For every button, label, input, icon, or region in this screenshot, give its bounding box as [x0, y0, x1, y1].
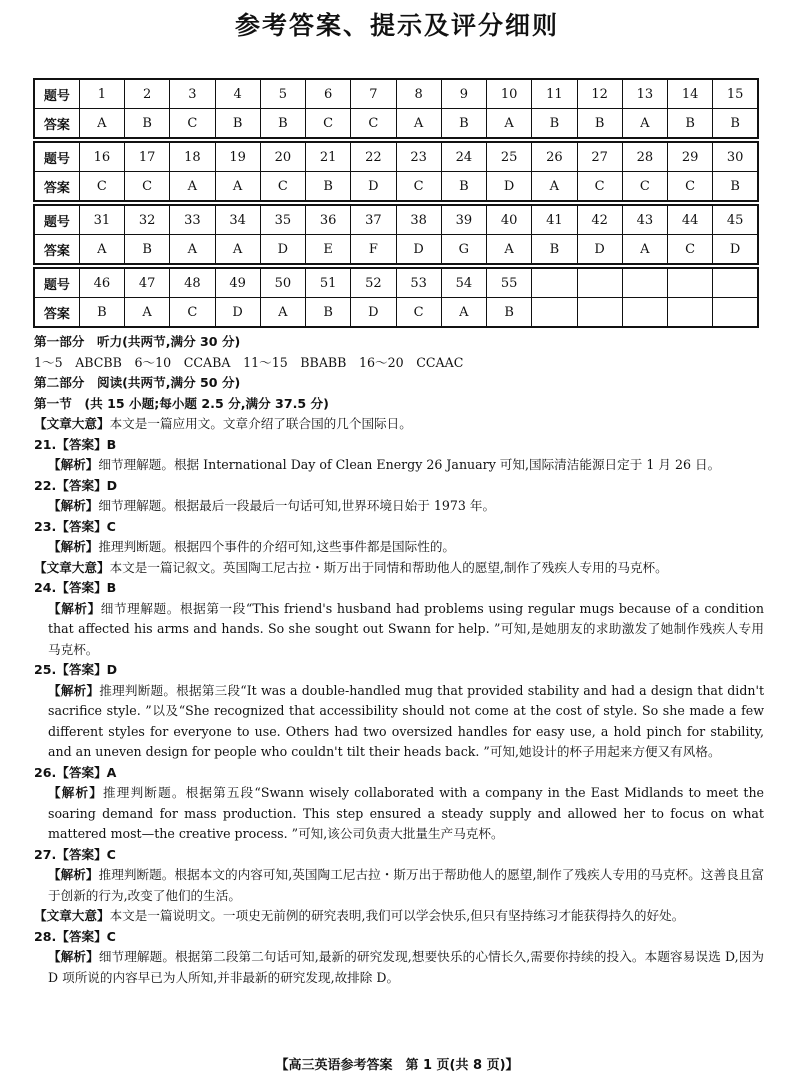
question-number-cell: 22	[351, 142, 396, 172]
answer-table	[33, 204, 759, 265]
answer-cell: F	[351, 235, 396, 265]
answer-key: 28.【答案】C	[34, 928, 116, 944]
answer-cell: A	[170, 172, 215, 202]
question-number-cell: 42	[577, 205, 622, 235]
answer-cell: A	[622, 109, 667, 139]
explanation: 【解析】细节理解题。根据 International Day of Clean Energy 26 January 可知,国际清洁能源日定于 1 月 26 日。	[48, 457, 721, 472]
question-number-cell: 44	[668, 205, 713, 235]
question-number-cell: 14	[668, 79, 713, 109]
answer-cell: A	[215, 235, 260, 265]
answer-cell: A	[487, 109, 532, 139]
answer-cell: D	[260, 235, 305, 265]
answer-explanations	[34, 332, 764, 988]
answer-cell: B	[532, 109, 577, 139]
question-number-cell	[713, 268, 758, 298]
answer-cell	[622, 298, 667, 328]
question-number-cell: 30	[713, 142, 758, 172]
answer-cell: C	[170, 298, 215, 328]
question-number-cell: 4	[215, 79, 260, 109]
part2-title: 第二部分 阅读(共两节,满分 50 分)	[34, 375, 241, 390]
row-label: 题号	[34, 79, 79, 109]
answer-key: 21.【答案】B	[34, 436, 117, 452]
question-number-cell: 26	[532, 142, 577, 172]
answer-cell: B	[487, 298, 532, 328]
answer-cell: A	[396, 109, 441, 139]
answer-cell: B	[79, 298, 124, 328]
question-number-cell: 54	[441, 268, 486, 298]
answer-cell: A	[125, 298, 170, 328]
answer-cell: D	[351, 298, 396, 328]
question-number-cell: 32	[125, 205, 170, 235]
question-number-cell: 20	[260, 142, 305, 172]
answer-cell	[532, 298, 577, 328]
question-number-cell: 15	[713, 79, 758, 109]
answer-cell: B	[125, 235, 170, 265]
answer-cell: A	[441, 298, 486, 328]
question-number-cell	[577, 268, 622, 298]
question-number-cell: 3	[170, 79, 215, 109]
answer-cell: E	[306, 235, 351, 265]
answer-cell: D	[396, 235, 441, 265]
part1-answers: 1～5 ABCBB 6～10 CCABA 11～15 BBABB 16～20 CCAAC	[34, 354, 464, 370]
page-footer: 【高三英语参考答案 第 1 页(共 8 页)】	[275, 1058, 519, 1073]
explanation: 【解析】推理判断题。根据第三段“It was a double-handled mug that provided stability and had a design that didn't sacrifice style. ”以及“She recognized that accessibility should not come at the cost of style. So she made a few different styles for everyone to use. Others had two oversized handles for easy use, a hold pinch for stability, and an uneven design for people who couldn't tilt their heads back. ”可知,她设计的杯子用起来方便又有风格。	[48, 682, 765, 759]
question-number-cell: 13	[622, 79, 667, 109]
answer-table	[33, 78, 759, 139]
answer-cell: A	[487, 235, 532, 265]
passage-summary: 【文章大意】本文是一篇记叙文。英国陶工尼古拉・斯万出于同情和帮助他人的愿望,制作了残疾人专用的马克杯。	[34, 559, 668, 575]
answer-cell: A	[79, 109, 124, 139]
answer-cell: C	[396, 172, 441, 202]
answer-cell: C	[396, 298, 441, 328]
question-number-cell: 12	[577, 79, 622, 109]
answer-cell: D	[577, 235, 622, 265]
question-number-cell: 43	[622, 205, 667, 235]
table-row	[34, 109, 758, 139]
answer-cell: B	[306, 298, 351, 328]
question-number-cell: 1	[79, 79, 124, 109]
answer-cell: B	[260, 109, 305, 139]
answer-cell: A	[170, 235, 215, 265]
question-number-cell	[622, 268, 667, 298]
question-number-cell: 16	[79, 142, 124, 172]
answer-key: 27.【答案】C	[34, 846, 116, 862]
answer-cell: C	[351, 109, 396, 139]
question-number-cell: 7	[351, 79, 396, 109]
answer-key: 26.【答案】A	[34, 764, 117, 780]
answer-tables	[33, 78, 759, 328]
table-row	[34, 172, 758, 202]
question-number-cell: 38	[396, 205, 441, 235]
row-label: 题号	[34, 268, 79, 298]
row-label: 答案	[34, 109, 79, 139]
question-number-cell	[532, 268, 577, 298]
answer-cell: C	[125, 172, 170, 202]
table-row	[34, 205, 758, 235]
explanation: 【解析】推理判断题。根据四个事件的介绍可知,这些事件都是国际性的。	[48, 539, 456, 554]
answer-cell: C	[170, 109, 215, 139]
answer-table	[33, 267, 759, 328]
answer-cell: A	[622, 235, 667, 265]
question-number-cell: 21	[306, 142, 351, 172]
question-number-cell: 28	[622, 142, 667, 172]
question-number-cell: 48	[170, 268, 215, 298]
question-number-cell: 51	[306, 268, 351, 298]
answer-cell: D	[215, 298, 260, 328]
question-number-cell: 39	[441, 205, 486, 235]
answer-cell: C	[306, 109, 351, 139]
answer-cell: B	[441, 109, 486, 139]
question-number-cell: 18	[170, 142, 215, 172]
question-number-cell: 37	[351, 205, 396, 235]
row-label: 答案	[34, 172, 79, 202]
answer-cell: B	[713, 109, 758, 139]
answer-cell: B	[306, 172, 351, 202]
answer-key: 25.【答案】D	[34, 662, 118, 677]
question-number-cell: 9	[441, 79, 486, 109]
answer-key: 23.【答案】C	[34, 518, 116, 534]
question-number-cell: 5	[260, 79, 305, 109]
row-label: 答案	[34, 298, 79, 328]
question-number-cell: 24	[441, 142, 486, 172]
explanation: 【解析】推理判断题。根据本文的内容可知,英国陶工尼古拉・斯万出于帮助他人的愿望,制作了残疾人专用的马克杯。这善良且富于创新的行为,改变了他们的生活。	[48, 867, 765, 903]
question-number-cell: 23	[396, 142, 441, 172]
answer-cell: B	[577, 109, 622, 139]
answer-cell	[713, 298, 758, 328]
answer-cell: G	[441, 235, 486, 265]
table-row	[34, 142, 758, 172]
question-number-cell: 49	[215, 268, 260, 298]
explanation: 【解析】细节理解题。根据第二段第二句话可知,最新的研究发现,想要快乐的心情长久,需要你持续的投入。本题容易误选 D,因为 D 项所说的内容早已为人所知,并非最新的研究发现,故排除 D。	[48, 949, 764, 985]
answer-cell: C	[260, 172, 305, 202]
passage-summary: 【文章大意】本文是一篇说明文。一项史无前例的研究表明,我们可以学会快乐,但只有坚持练习才能获得持久的好处。	[34, 908, 685, 923]
answer-table	[33, 141, 759, 202]
table-row	[34, 235, 758, 265]
answer-cell: D	[351, 172, 396, 202]
question-number-cell: 29	[668, 142, 713, 172]
answer-cell: B	[532, 235, 577, 265]
question-number-cell: 33	[170, 205, 215, 235]
answer-cell: A	[215, 172, 260, 202]
question-number-cell: 47	[125, 268, 170, 298]
row-label: 题号	[34, 142, 79, 172]
question-number-cell: 6	[306, 79, 351, 109]
explanation: 【解析】细节理解题。根据第一段“This friend's husband had problems using regular mugs because of a condition that affected his arms and hands. So she sought out Swann for help. ”可知,是她朋友的求助激发了她制作残疾人专用马克杯。	[48, 600, 765, 657]
question-number-cell: 45	[713, 205, 758, 235]
question-number-cell: 55	[487, 268, 532, 298]
answer-cell: D	[487, 172, 532, 202]
answer-cell: A	[532, 172, 577, 202]
question-number-cell: 46	[79, 268, 124, 298]
answer-cell: D	[713, 235, 758, 265]
explanation: 【解析】细节理解题。根据最后一段最后一句话可知,世界环境日始于 1973 年。	[48, 498, 496, 513]
answer-cell	[577, 298, 622, 328]
page-title: 参考答案、提示及评分细则	[234, 11, 559, 40]
answer-cell: B	[125, 109, 170, 139]
answer-cell: B	[441, 172, 486, 202]
question-number-cell: 2	[125, 79, 170, 109]
question-number-cell: 53	[396, 268, 441, 298]
answer-key: 22.【答案】D	[34, 477, 118, 493]
answer-cell	[668, 298, 713, 328]
question-number-cell: 52	[351, 268, 396, 298]
question-number-cell: 25	[487, 142, 532, 172]
answer-cell: C	[668, 172, 713, 202]
answer-key: 24.【答案】B	[34, 580, 117, 595]
question-number-cell: 19	[215, 142, 260, 172]
part1-title: 第一部分 听力(共两节,满分 30 分)	[34, 334, 241, 349]
table-row	[34, 298, 758, 328]
section1-title: 第一节 (共 15 小题;每小题 2.5 分,满分 37.5 分)	[34, 395, 329, 411]
question-number-cell: 11	[532, 79, 577, 109]
question-number-cell: 50	[260, 268, 305, 298]
answer-cell: C	[79, 172, 124, 202]
table-row	[34, 268, 758, 298]
question-number-cell: 31	[79, 205, 124, 235]
question-number-cell: 27	[577, 142, 622, 172]
table-row	[34, 79, 758, 109]
answer-cell: B	[668, 109, 713, 139]
explanation: 【解析】推理判断题。根据第五段“Swann wisely collaborated with a company in the East Midlands to meet the soaring demand for mass production. This step ensured a steady supply and allowed her to focus on what mattered most—the creative process. ”可知,该公司负责大批量生产马克杯。	[48, 785, 765, 841]
question-number-cell: 34	[215, 205, 260, 235]
question-number-cell: 8	[396, 79, 441, 109]
question-number-cell: 41	[532, 205, 577, 235]
answer-cell: C	[668, 235, 713, 265]
question-number-cell: 36	[306, 205, 351, 235]
row-label: 题号	[34, 205, 79, 235]
answer-cell: B	[713, 172, 758, 202]
answer-cell: A	[260, 298, 305, 328]
question-number-cell: 17	[125, 142, 170, 172]
answer-cell: C	[577, 172, 622, 202]
question-number-cell: 10	[487, 79, 532, 109]
answer-cell: A	[79, 235, 124, 265]
row-label: 答案	[34, 235, 79, 265]
question-number-cell: 35	[260, 205, 305, 235]
answer-cell: B	[215, 109, 260, 139]
passage-summary: 【文章大意】本文是一篇应用文。文章介绍了联合国的几个国际日。	[34, 416, 412, 431]
question-number-cell: 40	[487, 205, 532, 235]
answer-cell: C	[622, 172, 667, 202]
question-number-cell	[668, 268, 713, 298]
